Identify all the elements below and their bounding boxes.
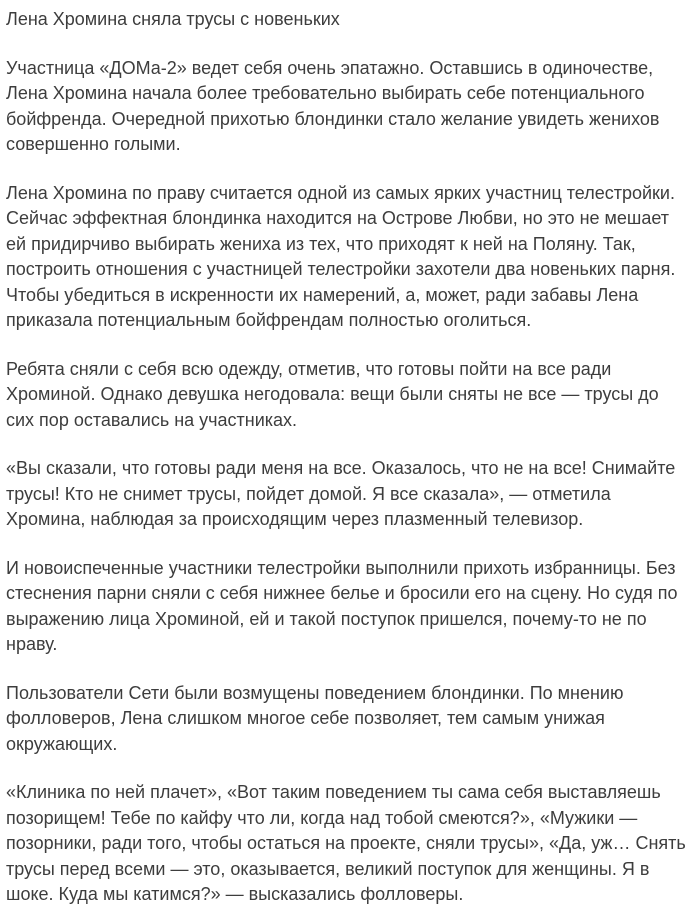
article-title: Лена Хромина сняла трусы с новеньких <box>6 9 340 29</box>
article-paragraph: Участница «ДОМа-2» ведет себя очень эпатажно. Оставшись в одиночестве, Лена Хромина начала более требовательно выбирать себе потенциального бойфренда. Очередной прихотью блондинки стало желание увидеть женихов совершенно голыми. <box>6 57 660 154</box>
article-paragraph: Лена Хромина по праву считается одной из самых ярких участниц телестройки. Сейчас эффектная блондинка находится на Острове Любви, но это не мешает ей придирчиво выбирать жениха из тех, что приходят к ней на Поляну. Так, построить отношения с участницей телестройки захотели два новеньких парня. Чтобы убедиться в искренности их намерений, а, может, ради забавы Лена приказала потенциальным бойфрендам полностью оголиться. <box>6 182 676 330</box>
article-paragraph: Ребята сняли с себя всю одежду, отметив, что готовы пойти на все ради Хроминой. Однако девушка негодовала: вещи были сняты не все — трусы до сих пор оставались на участниках. <box>6 358 659 430</box>
article-paragraph: «Вы сказали, что готовы ради меня на все. Оказалось, что не на все! Снимайте трусы! Кто не снимет трусы, пойдет домой. Я все сказала», — отметила Хромина, наблюдая за происходящим через плазменный телевизор. <box>6 458 676 529</box>
article-paragraph: Пользователи Сети были возмущены поведением блондинки. По мнению фолловеров, Лена слишком многое себе позволяет, тем самым унижая окружающих. <box>6 682 624 754</box>
article-paragraph: «Клиника по ней плачет», «Вот таким поведением ты сама себя выставляешь позорищем! Тебе по кайфу что ли, когда над тобой смеются?», «Мужики — позорники, ради того, чтобы остаться на проекте, сняли трусы», «Да, уж… Снять трусы перед всеми — это, оказывается, великий поступок для женщины. Я в шоке. Куда мы катимся?» — высказались фолловеры. <box>6 782 686 904</box>
article-paragraph: И новоиспеченные участники телестройки выполнили прихоть избранницы. Без стеснения парни сняли с себя нижнее белье и бросили его на сцену. Но судя по выражению лица Хроминой, ей и такой поступок пришелся, почему-то не по нраву. <box>6 557 678 654</box>
